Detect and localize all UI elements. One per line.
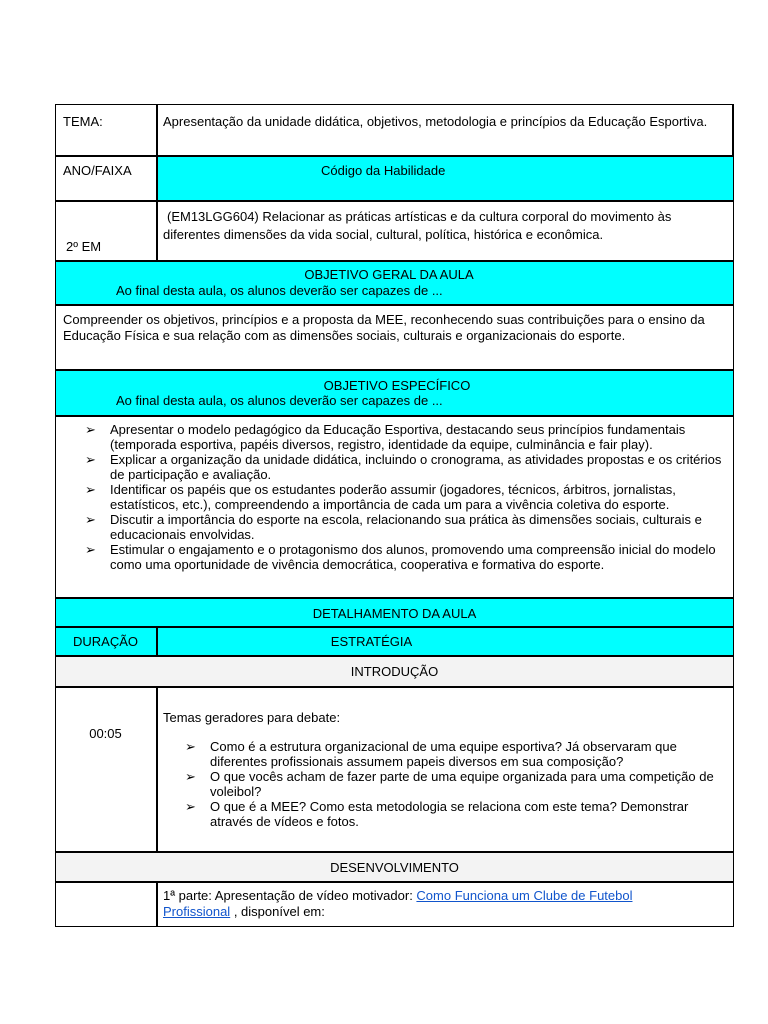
list-item: ➢ O que vocês acham de fazer parte de uma equipe organizada para uma competição de voleibol? [185, 769, 714, 799]
list-item: ➢ Apresentar o modelo pedagógico da Educação Esportiva, destacando seus princípios fundamentais (temporada esportiva, papéis diversos, registro, identidade da equipe, culminância e fair play). [85, 422, 686, 452]
duracao-column-header: DURAÇÃO [72, 634, 138, 649]
list-item: ➢ Como é a estrutura organizacional de uma equipe esportiva? Já observaram que diferentes profissionais assumem papeis diversos em sua composição? [185, 739, 677, 769]
row-divider [55, 415, 734, 417]
arrow-bullet-icon: ➢ [185, 769, 196, 784]
arrow-bullet-icon: ➢ [85, 482, 96, 497]
list-item: ➢ Discutir a importância do esporte na escola, relacionando sua prática às dimensões sociais, culturais e educacionais envolvidas. [85, 512, 702, 542]
habilidade-text: (EM13LGG604) Relacionar as práticas artísticas e da cultura corporal do movimento às diferentes dimensões da vida social, cultural, política, histórica e econômica. [163, 209, 672, 242]
ano-faixa-value: 2º EM [66, 239, 102, 254]
objetivo-especifico-list [85, 422, 730, 572]
tema-label: TEMA: [63, 114, 103, 129]
list-item: ➢ Explicar a organização da unidade didática, incluindo o cronograma, as atividades propostas e os critérios de participação e avaliação. [85, 452, 722, 482]
video-link[interactable]: Como Funciona um Clube de Futebol Profissional [163, 888, 633, 919]
arrow-bullet-icon: ➢ [85, 542, 96, 557]
arrow-bullet-icon: ➢ [85, 452, 96, 467]
detalhamento-title: DETALHAMENTO DA AULA [312, 606, 477, 621]
ano-faixa-label: ANO/FAIXA [63, 163, 132, 178]
arrow-bullet-icon: ➢ [85, 512, 96, 527]
introducao-list [185, 739, 725, 829]
introducao-duration: 00:05 [89, 726, 122, 741]
column-divider [156, 881, 158, 927]
objetivo-geral-text: Compreender os objetivos, princípios e a proposta da MEE, reconhecendo suas contribuições para o ensino da Educação Física e sua relação com as dimensões sociais, culturais e organizacionais do esporte. [63, 312, 705, 343]
introducao-lead: Temas geradores para debate: [163, 710, 341, 725]
objetivo-especifico-title: OBJETIVO ESPECÍFICO [323, 378, 471, 393]
objetivo-especifico-subtitle: Ao final desta aula, os alunos deverão ser capazes de ... [116, 393, 443, 408]
list-item: ➢ Estimular o engajamento e o protagonismo dos alunos, promovendo uma compreensão inicial do modelo como uma oportunidade de vivência democrática, cooperativa e formativa do esporte. [85, 542, 716, 572]
tema-value-box [156, 104, 734, 157]
objetivo-geral-title: OBJETIVO GERAL DA AULA [304, 267, 474, 282]
row-divider [55, 597, 734, 599]
row-divider [55, 369, 734, 371]
arrow-bullet-icon: ➢ [85, 422, 96, 437]
objetivo-geral-subtitle: Ao final desta aula, os alunos deverão ser capazes de ... [116, 283, 443, 298]
desenvolvimento-title: DESENVOLVIMENTO [330, 860, 459, 875]
arrow-bullet-icon: ➢ [185, 739, 196, 754]
habilidade-label: Código da Habilidade [321, 163, 446, 178]
tema-value: Apresentação da unidade didática, objetivos, metodologia e princípios da Educação Esportiva. [163, 114, 708, 129]
estrategia-column-header: ESTRATÉGIA [330, 634, 413, 649]
introducao-title: INTRODUÇÃO [350, 664, 439, 679]
list-item: ➢ O que é a MEE? Como esta metodologia se relaciona com este tema? Demonstrar através de vídeos e fotos. [185, 799, 689, 829]
row-divider [55, 304, 734, 306]
desenvolvimento-part-1: 1ª parte: Apresentação de vídeo motivador: Como Funciona um Clube de Futebol Profissional , disponível em: [163, 888, 633, 919]
column-divider [156, 686, 158, 852]
list-item: ➢ Identificar os papéis que os estudantes poderão assumir (jogadores, técnicos, árbitros, jornalistas, estatísticos, etc.), compreendendo a importância de cada um para a vivência coletiva do esporte. [85, 482, 676, 512]
arrow-bullet-icon: ➢ [185, 799, 196, 814]
